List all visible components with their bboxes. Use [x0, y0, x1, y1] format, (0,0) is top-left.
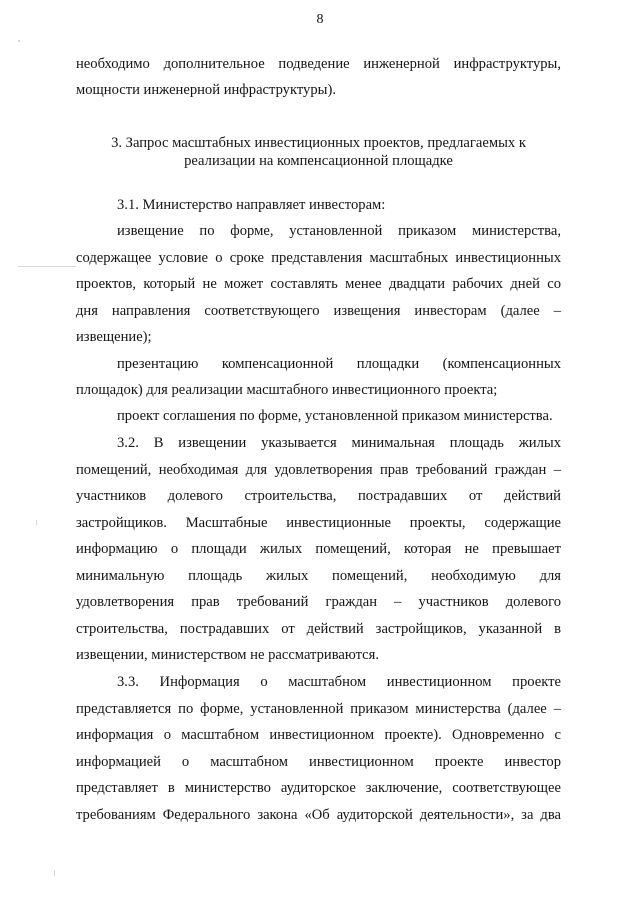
page-number: 8: [316, 12, 324, 27]
text-line: застройщиков. Масштабные инвестиционные проекты, содержащие: [76, 515, 561, 531]
text-line: презентацию компенсационной площадки (компенсационных: [117, 356, 561, 372]
scan-mark: [36, 520, 37, 525]
text-line: 3.2. В извещении указывается минимальная площадь жилых: [117, 435, 561, 451]
text-line: 3.3. Информация о масштабном инвестиционном проекте: [117, 674, 561, 690]
text-line: мощности инженерной инфраструктуры).: [76, 82, 336, 98]
text-line: строительства, пострадавших от действий застройщиков, указанной в: [76, 621, 561, 637]
text-line: представляет в министерство аудиторское заключение, соответствующее: [76, 780, 561, 796]
text-line: участников долевого строительства, пострадавших от действий: [76, 488, 561, 504]
text-line: 3.1. Министерство направляет инвесторам:: [117, 197, 386, 213]
section-heading: 3. Запрос масштабных инвестиционных проектов, предлагаемых к: [111, 135, 526, 151]
text-line: удовлетворения прав требований граждан – участников долевого: [76, 594, 561, 610]
text-line: проектов, который не может составлять менее двадцати рабочих дней со: [76, 276, 561, 292]
text-line: информацию о площади жилых помещений, которая не превышает: [76, 541, 561, 557]
text-line: извещение по форме, установленной приказом министерства,: [117, 223, 561, 239]
text-line: содержащее условие о сроке представления масштабных инвестиционных: [76, 250, 561, 266]
text-line: помещений, необходимая для удовлетворения прав требований граждан –: [76, 462, 561, 478]
section-heading: реализации на компенсационной площадке: [184, 153, 453, 169]
text-line: минимальную площадь жилых помещений, необходимую для: [76, 568, 561, 584]
scan-mark: [18, 40, 20, 42]
text-line: извещение);: [76, 329, 152, 345]
scan-mark: [18, 266, 76, 267]
text-line: информацией о масштабном инвестиционном проекте инвестор: [76, 754, 561, 770]
text-line: необходимо дополнительное подведение инженерной инфраструктуры,: [76, 56, 561, 72]
text-line: информация о масштабном инвестиционном проекте). Одновременно с: [76, 727, 561, 743]
text-line: проект соглашения по форме, установленной приказом министерства.: [117, 408, 553, 424]
text-line: площадок) для реализации масштабного инвестиционного проекта;: [76, 382, 498, 398]
scan-mark: [54, 870, 55, 876]
text-line: представляется по форме, установленной приказом министерства (далее –: [76, 701, 561, 717]
text-line: извещении, министерством не рассматриваются.: [76, 647, 379, 663]
text-line: дня направления соответствующего извещения инвесторам (далее –: [76, 303, 561, 319]
text-line: требованиям Федерального закона «Об аудиторской деятельности», за два: [76, 807, 561, 823]
